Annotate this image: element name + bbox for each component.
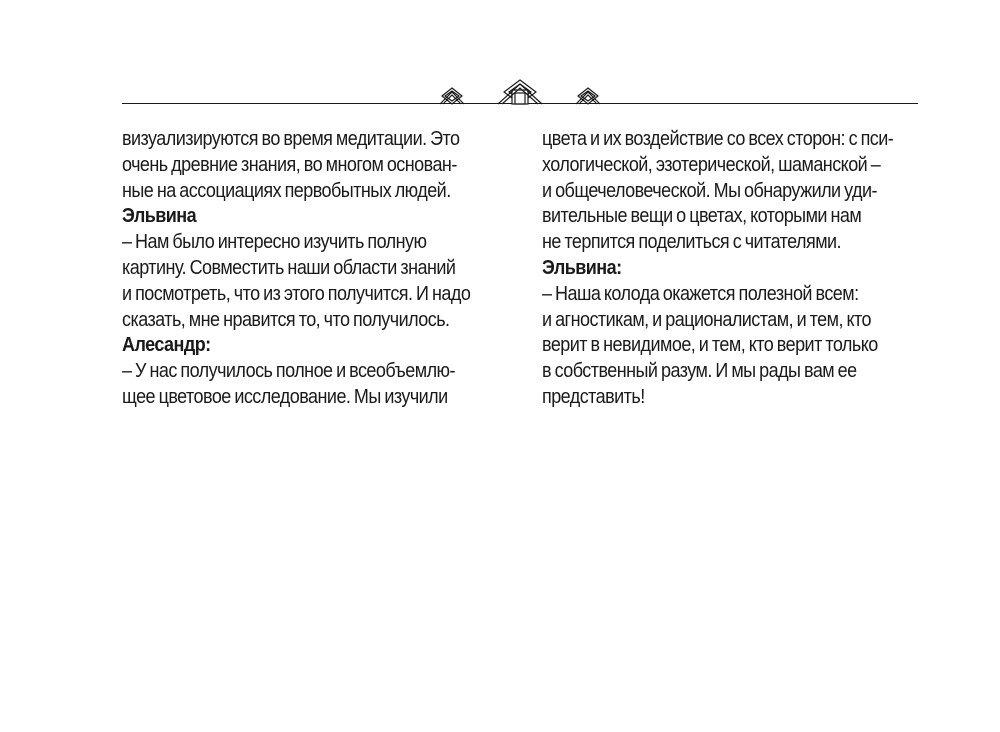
text-line: очень древние знания, во многом основан- (122, 153, 457, 176)
text-line: верит в невидимое, и тем, кто верит только (542, 334, 878, 357)
text-line: не терпится поделиться с читателями. (542, 231, 842, 254)
text-line: и посмотреть, что из этого получится. И надо (122, 282, 471, 305)
speaker-name: Эльвина: (542, 256, 622, 279)
text-line: картину. Совместить наши области знаний (122, 256, 456, 279)
left-column (122, 127, 500, 411)
text-line: вительные вещи о цветах, которыми нам (542, 205, 862, 228)
text-line: – У нас получилось полное и всеобъемлю- (122, 360, 455, 383)
large-diamond-center-icon (498, 80, 542, 104)
speaker-name: Алесандр: (122, 334, 211, 357)
text-line: хологической, эзотерической, шаманской – (542, 153, 881, 176)
diamond-ornament-icon (432, 78, 612, 106)
text-line: представить! (542, 385, 645, 408)
text-line: сказать, мне нравится то, что получилось. (122, 308, 450, 331)
text-line: в собственный разум. И мы рады вам ее (542, 360, 857, 383)
text-line: – Нам было интересно изучить полную (122, 231, 427, 254)
text-line: визуализируются во время медитации. Это (122, 128, 460, 150)
small-diamond-right-icon (576, 88, 600, 104)
text-line: щее цветовое исследование. Мы изучили (122, 385, 448, 408)
speaker-name: Эльвина (122, 205, 197, 228)
text-line: и общечеловеческой. Мы обнаружили уди- (542, 179, 877, 202)
text-line: ные на ассоциациях первобытных людей. (122, 179, 451, 202)
text-line: – Наша колода окажется полезной всем: (542, 282, 859, 305)
small-diamond-left-icon (440, 88, 464, 104)
right-column (542, 127, 920, 411)
text-line: и агностикам, и рационалистам, и тем, кто (542, 308, 872, 331)
text-line: цвета и их воздействие со всех сторон: с пси- (542, 128, 894, 150)
